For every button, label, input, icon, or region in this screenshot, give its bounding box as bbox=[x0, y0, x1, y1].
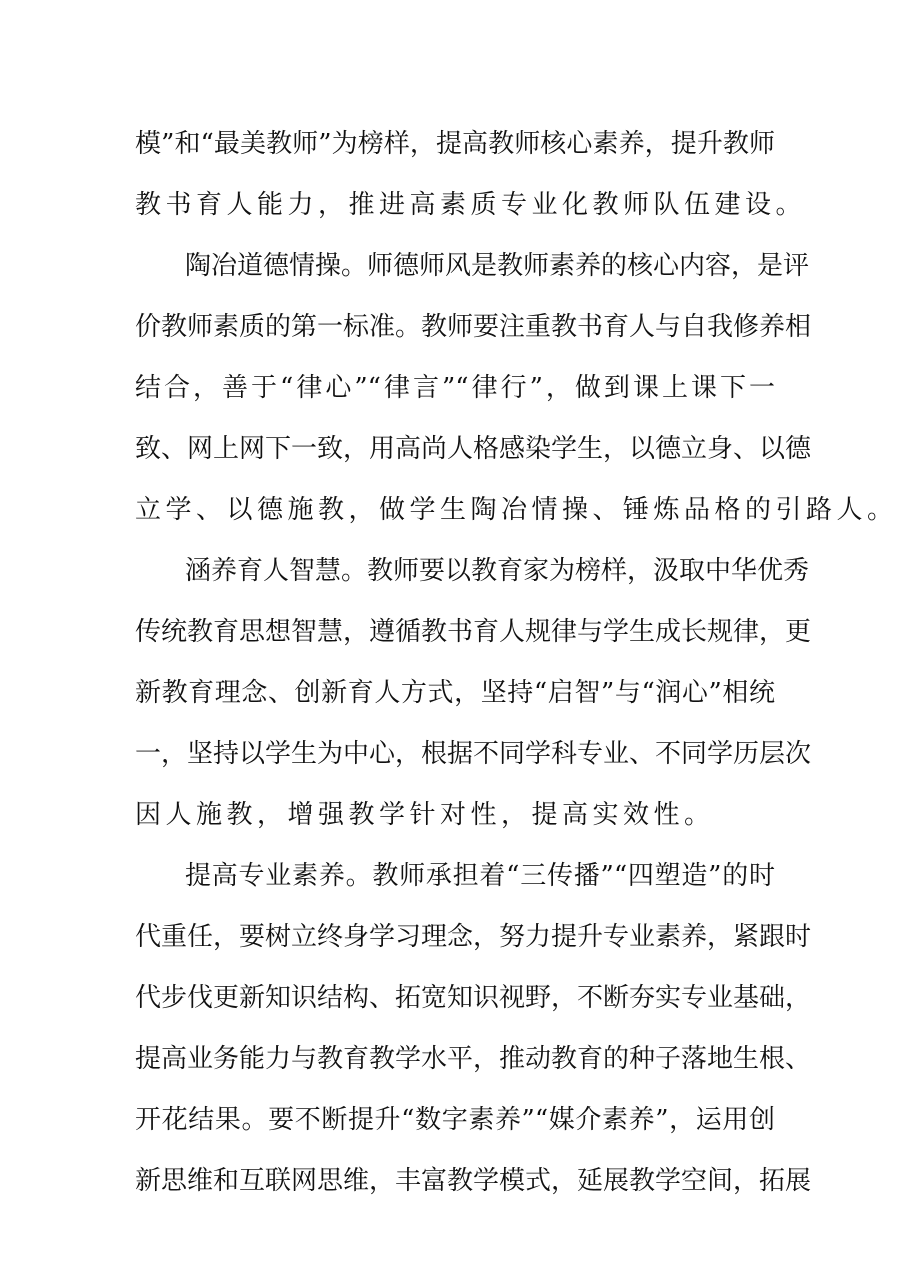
text-line: 传统教育思想智慧，遵循教书育人规律与学生成长规律，更 bbox=[135, 617, 812, 647]
text-line: 价教师素质的第一标准。教师要注重教书育人与自我修养相 bbox=[135, 312, 812, 342]
text-line: 一，坚持以学生为中心，根据不同学科专业、不同学历层次 bbox=[135, 739, 812, 769]
text-line: 代重任，要树立终身学习理念，努力提升专业素养，紧跟时 bbox=[135, 922, 812, 952]
text-line: 致、网上网下一致，用高尚人格感染学生，以德立身、以德 bbox=[135, 434, 812, 464]
text-line: 开花结果。要不断提升“数字素养”“媒介素养”，运用创 bbox=[135, 1105, 775, 1135]
paragraph-start-line: 涵养育人智慧。教师要以教育家为榜样，汲取中华优秀 bbox=[185, 556, 810, 586]
text-line: 代步伐更新知识结构、拓宽知识视野，不断夯实专业基础， bbox=[135, 983, 812, 1013]
paragraph-start-line: 提高专业素养。教师承担着“三传播”“四塑造”的时 bbox=[185, 861, 775, 891]
text-line: 新教育理念、创新育人方式，坚持“启智”与“润心”相统 bbox=[135, 678, 775, 708]
text-line: 教书育人能力，推进高素质专业化教师队伍建设。 bbox=[135, 190, 807, 220]
text-line: 模”和“最美教师”为榜样，提高教师核心素养，提升教师 bbox=[135, 129, 775, 159]
text-line: 结合，善于“律心”“律言”“律行”，做到课上课下一 bbox=[135, 373, 775, 403]
text-line: 新思维和互联网思维，丰富教学模式，延展教学空间，拓展 bbox=[135, 1166, 812, 1196]
text-line: 因人施教，增强教学针对性，提高实效性。 bbox=[135, 800, 715, 830]
text-line: 提高业务能力与教育教学水平，推动教育的种子落地生根、 bbox=[135, 1044, 812, 1074]
text-line: 立学、以德施教，做学生陶冶情操、锤炼品格的引路人。 bbox=[135, 495, 898, 525]
paragraph-start-line: 陶冶道德情操。师德师风是教师素养的核心内容，是评 bbox=[185, 251, 810, 281]
